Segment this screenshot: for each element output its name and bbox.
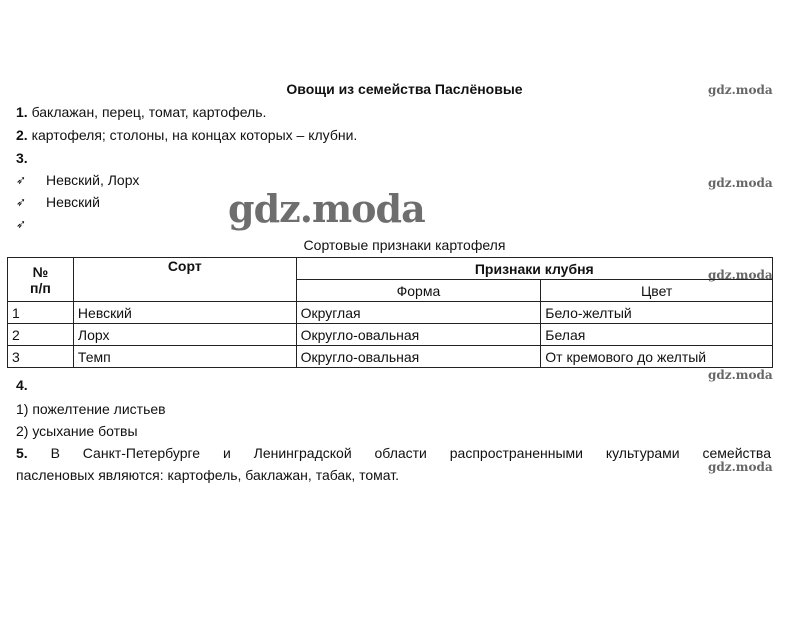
cell-number: 1 bbox=[8, 302, 74, 324]
table-row bbox=[8, 346, 773, 368]
watermark-text: gdz.moda bbox=[708, 268, 773, 282]
watermark-logo: gdz.moda bbox=[228, 186, 425, 231]
cell-shape: Округло-овальная bbox=[296, 324, 541, 346]
watermark-text: gdz.moda bbox=[708, 460, 773, 474]
cell-color: Бело-желтый bbox=[541, 302, 773, 324]
bullet-item: Невский, Лорх bbox=[46, 172, 140, 188]
answer-2 bbox=[16, 126, 357, 144]
cell-variety: Лорх bbox=[73, 324, 296, 346]
header-color: Цвет bbox=[541, 280, 773, 302]
answer-3 bbox=[16, 149, 28, 167]
answer-4-item: 1) пожелтение листьев bbox=[16, 401, 166, 417]
answer-1 bbox=[16, 103, 266, 121]
header-variety: Сорт bbox=[73, 258, 296, 302]
table-row bbox=[8, 324, 773, 346]
answer-number: 5. bbox=[16, 445, 28, 461]
answer-5-line-1 bbox=[16, 444, 771, 462]
cell-shape: Округлая bbox=[296, 302, 541, 324]
answer-5-line-2: пасленовых являются: картофель, баклажан, табак, томат. bbox=[16, 467, 400, 483]
page-title: Овощи из семейства Паслёновые bbox=[286, 81, 523, 97]
arrow-bullet-icon: ➶ bbox=[16, 173, 27, 187]
answer-number: 4. bbox=[16, 377, 28, 393]
cell-variety: Невский bbox=[73, 302, 296, 324]
table-row bbox=[8, 302, 773, 324]
watermark-text: gdz.moda bbox=[708, 83, 773, 97]
table-caption: Сортовые признаки картофеля bbox=[303, 237, 506, 253]
answer-number: 1. bbox=[16, 104, 28, 120]
header-number: № п/п bbox=[8, 258, 74, 302]
cell-variety: Темп bbox=[73, 346, 296, 368]
answer-text: картофеля; столоны, на концах которых – клубни. bbox=[27, 127, 358, 143]
cell-number: 3 bbox=[8, 346, 74, 368]
watermark-text: gdz.moda bbox=[708, 368, 773, 382]
table-header-row bbox=[8, 258, 773, 280]
cell-shape: Округло-овальная bbox=[296, 346, 541, 368]
watermark-text: gdz.moda bbox=[708, 176, 773, 190]
bullet-item: Невский bbox=[46, 194, 100, 210]
header-shape: Форма bbox=[296, 280, 541, 302]
answer-number: 2. bbox=[16, 127, 28, 143]
answer-number: 3. bbox=[16, 150, 28, 166]
header-tuber-traits: Признаки клубня bbox=[296, 258, 772, 280]
arrow-bullet-icon: ➶ bbox=[16, 195, 27, 209]
cell-color: Белая bbox=[541, 324, 773, 346]
answer-text: баклажан, перец, томат, картофель. bbox=[27, 104, 267, 120]
answer-4 bbox=[16, 376, 28, 394]
answer-text: В Санкт-Петербурге и Ленинградской области распространенными культурами семейства bbox=[27, 445, 771, 461]
answer-4-item: 2) усыхание ботвы bbox=[16, 423, 138, 439]
arrow-bullet-icon: ➶ bbox=[16, 217, 27, 231]
cell-color: От кремового до желтый bbox=[541, 346, 773, 368]
cell-number: 2 bbox=[8, 324, 74, 346]
varieties-table bbox=[7, 257, 773, 368]
